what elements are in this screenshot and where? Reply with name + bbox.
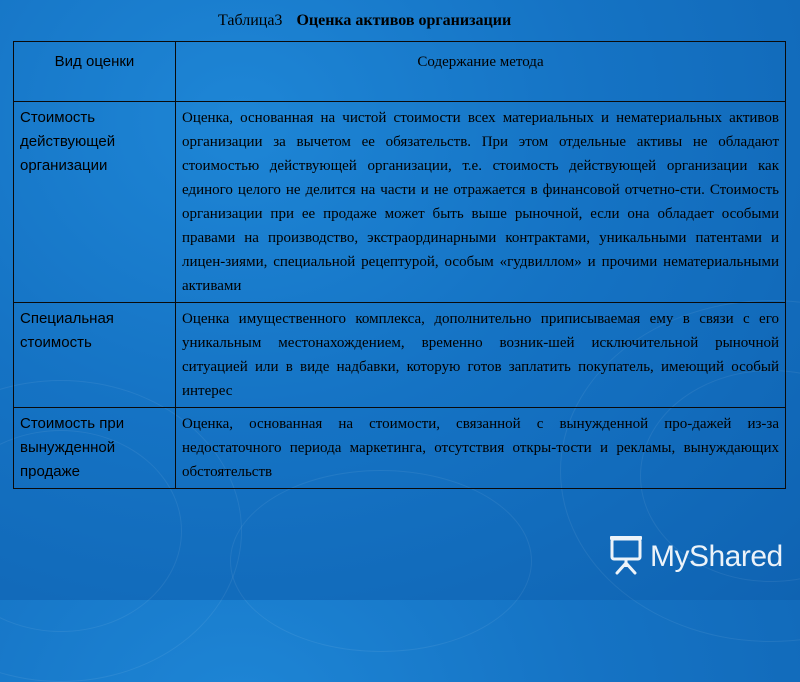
caption-label: Таблица3 — [218, 12, 283, 29]
caption-title: Оценка активов организации — [296, 12, 512, 29]
column-header-content: Содержание метода — [176, 42, 786, 102]
watermark-logo — [608, 533, 783, 580]
row-description: Оценка имущественного комплекса, дополнительно приписываемая ему в связи с его уникальным местонахождением, временно возник-шей исключительной рыночной ситуацией или в виде надбавки, которую готов заплатить покупатель, имеющий особый интерес — [176, 303, 786, 408]
row-description: Оценка, основанная на стоимости, связанной с вынужденной про-дажей из-за недостаточного периода маркетинга, отсутствия откры-тости и рекламы, вынуждающих обстоятельств — [176, 408, 786, 489]
row-kind: Стоимость при вынужденной продаже — [14, 408, 176, 489]
column-header-kind: Вид оценки — [14, 42, 176, 102]
table-row — [14, 303, 786, 408]
table-header-row — [14, 42, 786, 102]
row-kind: Стоимость действующей организации — [14, 102, 176, 303]
table-caption — [218, 12, 511, 30]
table-row — [14, 408, 786, 489]
watermark-text: MyShared — [650, 539, 783, 573]
table-row — [14, 102, 786, 303]
presentation-screen-icon — [608, 533, 644, 580]
row-kind: Специальная стоимость — [14, 303, 176, 408]
row-description: Оценка, основанная на чистой стоимости всех материальных и нематериальных активов организации за вычетом ее обязательств. При этом отдельные активы не обладают стоимостью действующей организации, т.е. стоимость действующей организации как единого целого не делится на части и не отражается в финансовой отчетно-сти. Стоимость организации при ее продаже может быть выше рыночной, если она обладает особыми правами на производство, экстраординарными контрактами, уникальными патентами и лицен-зиями, специальной рецептурой, особым «гудвиллом» и прочими нематериальными активами — [176, 102, 786, 303]
assessment-table — [13, 41, 786, 489]
background-ripple — [230, 470, 532, 652]
